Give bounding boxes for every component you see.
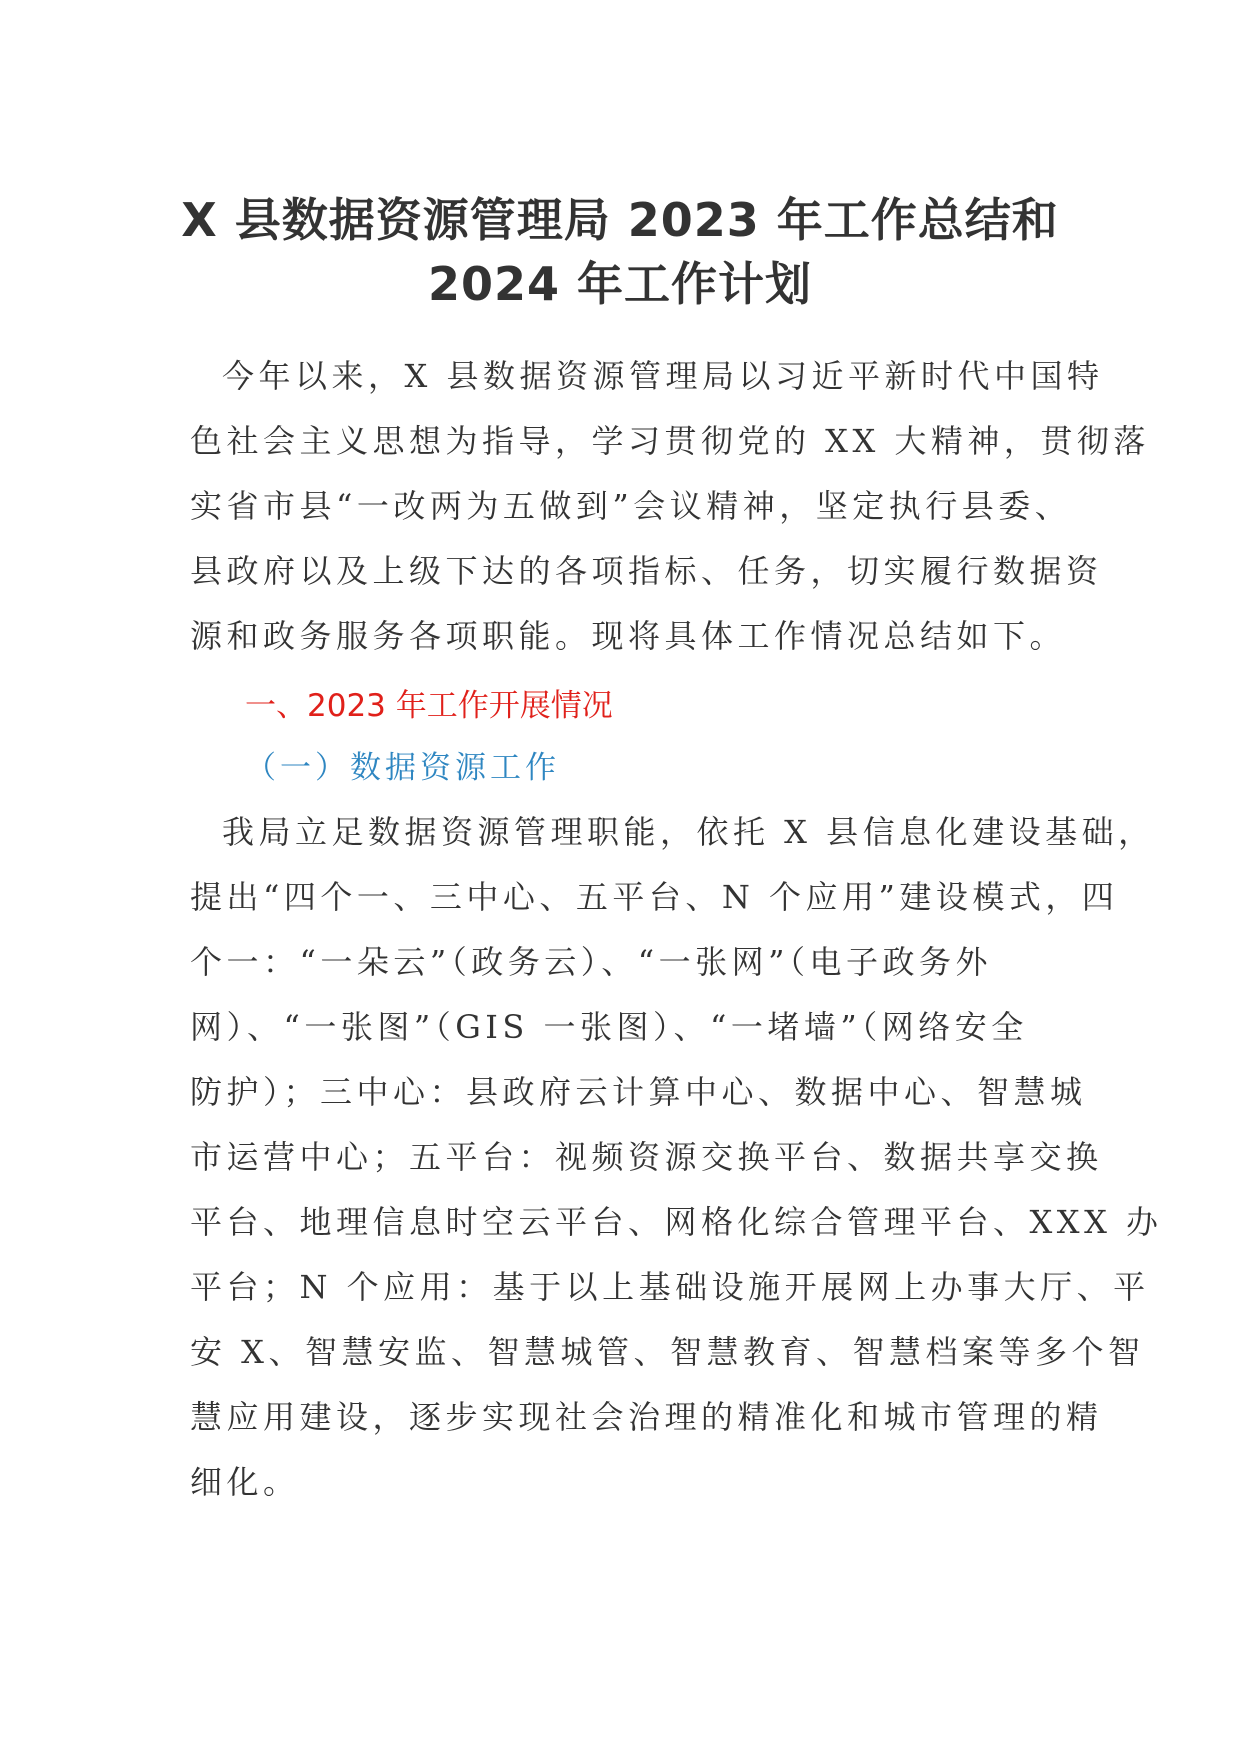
paragraph-line: 市运营中心；五平台：视频资源交换平台、数据共享交换 [190, 1138, 1103, 1176]
intro-line: 今年以来，X 县数据资源管理局以习近平新时代中国特 [222, 357, 1104, 395]
paragraph-line: 慧应用建设，逐步实现社会治理的精准化和城市管理的精 [190, 1398, 1103, 1436]
section-heading-1: 一、2023 年工作开展情况 [245, 688, 613, 724]
title-line-2: 2024 年工作计划 [427, 257, 813, 311]
paragraph-line: 平台、地理信息时空云平台、网格化综合管理平台、XXX 办 [190, 1203, 1163, 1241]
document-title [160, 188, 1080, 316]
intro-line: 县政府以及上级下达的各项指标、任务，切实履行数据资 [190, 552, 1103, 590]
intro-paragraph [190, 344, 1150, 669]
paragraph-line: 提出“四个一、三中心、五平台、N 个应用”建设模式，四 [190, 878, 1119, 916]
intro-line: 实省市县“一改两为五做到”会议精神，坚定执行县委、 [190, 487, 1072, 525]
paragraph-line: 网）、“一张图”（GIS 一张图）、“一堵墙”（网络安全 [190, 1008, 1028, 1046]
subsection-heading-1: （一）数据资源工作 [245, 750, 560, 786]
paragraph-line: 平台；N 个应用：基于以上基础设施开展网上办事大厅、平 [190, 1268, 1150, 1306]
paragraph-line: 防护）；三中心：县政府云计算中心、数据中心、智慧城 [190, 1073, 1087, 1111]
paragraph-line: 安 X、智慧安监、智慧城管、智慧教育、智慧档案等多个智 [190, 1333, 1145, 1371]
paragraph-line: 细化。 [190, 1463, 300, 1501]
paragraph-line: 个一：“一朵云”（政务云）、“一张网”（电子政务外 [190, 943, 992, 981]
title-line-1: X 县数据资源管理局 2023 年工作总结和 [181, 193, 1059, 247]
intro-line: 色社会主义思想为指导，学习贯彻党的 XX 大精神，贯彻落 [190, 422, 1150, 460]
paragraph-data-resources [190, 800, 1163, 1515]
intro-line: 源和政务服务各项职能。现将具体工作情况总结如下。 [190, 617, 1067, 655]
paragraph-line: 我局立足数据资源管理职能，依托 X 县信息化建设基础， [222, 813, 1155, 851]
